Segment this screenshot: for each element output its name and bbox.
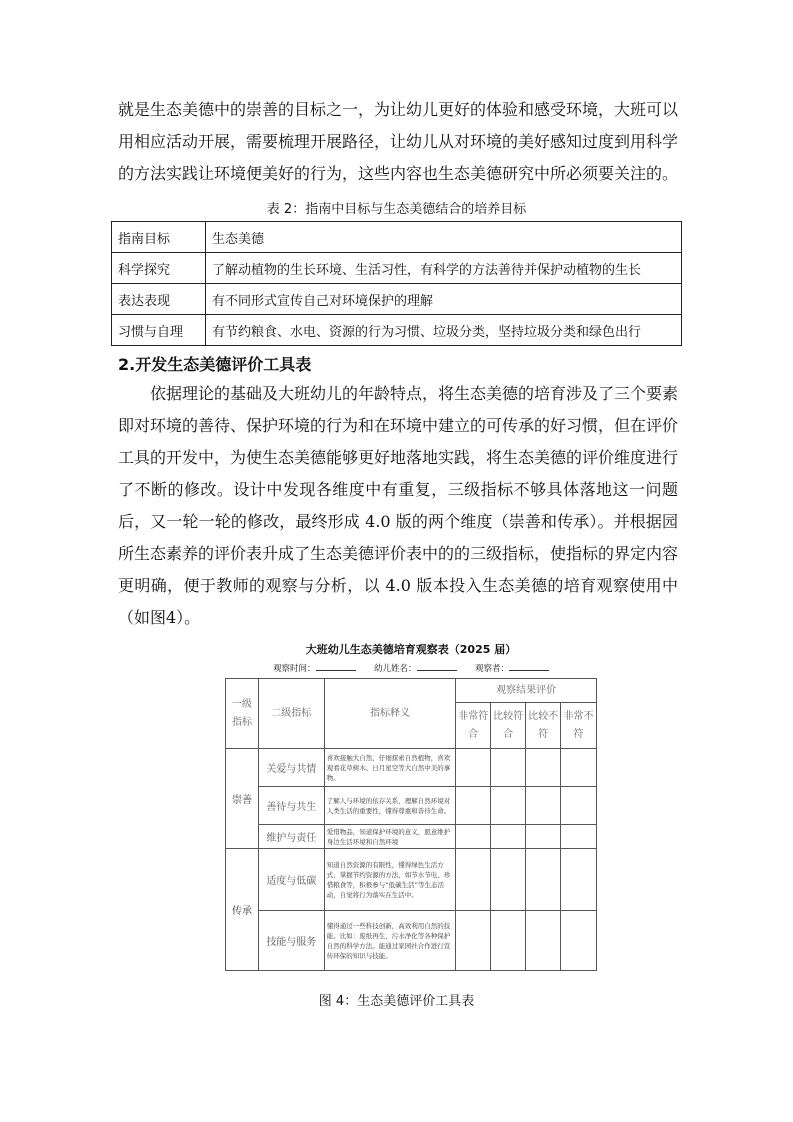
- row-key: 科学探究: [112, 253, 206, 284]
- rating-cell[interactable]: [526, 911, 561, 971]
- rating-cell[interactable]: [561, 787, 597, 825]
- meta-time: 观察时间：: [273, 662, 356, 674]
- rating-cell[interactable]: [491, 749, 526, 787]
- indicator-definition: 知道自然资源的有限性，懂得绿色生活方式，掌握节约资源的方法，如节水节电、珍惜粮食等，积极参与“低碳生活”等生态活动，自觉将行为落实在生活中。: [324, 849, 456, 911]
- goals-table: [111, 221, 682, 346]
- row-key: 习惯与自理: [112, 315, 206, 346]
- rating-cell[interactable]: [491, 911, 526, 971]
- row-value: 了解动植物的生长环境、生活习性，有科学的方法善待并保护动植物的生长: [206, 253, 682, 284]
- rating-cell[interactable]: [456, 787, 491, 825]
- rating-cell[interactable]: [456, 825, 491, 849]
- rating-cell[interactable]: [561, 825, 597, 849]
- rating-cell[interactable]: [526, 749, 561, 787]
- sub-indicator: 关爱与共情: [258, 749, 324, 787]
- table-row: [112, 284, 682, 315]
- header-r1: 非常符合: [456, 703, 491, 749]
- category-chuancheng: 传承: [226, 849, 259, 971]
- row-key: 指南目标: [112, 222, 206, 253]
- header-level1: 一级指标: [226, 679, 259, 749]
- rating-cell[interactable]: [561, 911, 597, 971]
- header-r2: 比较符合: [491, 703, 526, 749]
- rating-cell[interactable]: [561, 749, 597, 787]
- header-r4: 非常不符: [561, 703, 597, 749]
- meta-name: 幼儿姓名：: [374, 662, 457, 674]
- figure-title: 大班幼儿生态美德培育观察表（2025 届）: [305, 643, 517, 656]
- intro-paragraph: 就是生态美德中的崇善的目标之一，为让幼儿更好的体验和感受环境，大班可以用相应活动开展，需要梳理开展路径，让幼儿从对环境的美好感知过度到用科学的方法实践让环境便美好的行为，这些内容也生态美德研究中所必须要关注的。: [118, 100, 679, 183]
- row-key: 表达表现: [112, 284, 206, 315]
- indicator-definition: 爱惜物品，知道保护环境的意义，愿意维护身边生活环境和自然环境: [324, 825, 456, 849]
- indicator-definition: 了解人与环境的依存关系，理解自然环境对人类生活的重要性，懂得尊重和善待生命。: [324, 787, 456, 825]
- rating-cell[interactable]: [456, 911, 491, 971]
- figure-caption: 图 4：生态美德评价工具表: [318, 994, 475, 1009]
- header-level2: 二级指标: [258, 679, 324, 749]
- table-caption: 表 2：指南中目标与生态美德结合的培养目标: [266, 202, 527, 217]
- sub-indicator: 善待与共生: [258, 787, 324, 825]
- sub-indicator: 技能与服务: [258, 911, 324, 971]
- header-definition: 指标释义: [324, 679, 456, 749]
- rating-cell[interactable]: [456, 749, 491, 787]
- rating-cell[interactable]: [526, 849, 561, 911]
- sub-indicator: 适度与低碳: [258, 849, 324, 911]
- table-row: [112, 315, 682, 346]
- indicator-definition: 喜欢接触大自然，仔细探索自然植物，喜欢观看花草树木、日月星空等大自然中美的事物。: [324, 749, 456, 787]
- row-value: 生态美德: [206, 222, 682, 253]
- rating-cell[interactable]: [456, 849, 491, 911]
- sub-indicator: 维护与责任: [258, 825, 324, 849]
- category-chongshan: 崇善: [226, 749, 259, 849]
- section-heading: 2.开发生态美德评价工具表: [118, 355, 312, 374]
- rating-cell[interactable]: [561, 849, 597, 911]
- header-result: 观察结果评价: [456, 679, 597, 703]
- rating-cell[interactable]: [491, 787, 526, 825]
- rating-cell[interactable]: [526, 787, 561, 825]
- rating-cell[interactable]: [491, 825, 526, 849]
- indicator-definition: 懂得通过一些科技创新，高效利用自然的技能。比如：废纸再生、污水净化等各种保护自然的科学方法。能通过家园社合作进行宣传环保的知识与技能。: [324, 911, 456, 971]
- table-row: [112, 222, 682, 253]
- table-row: [112, 253, 682, 284]
- figure-meta: [225, 662, 597, 674]
- body-paragraph: 依据理论的基础及大班幼儿的年龄特点，将生态美德的培育涉及了三个要素即对环境的善待、保护环境的行为和在环境中建立的可传承的好习惯，但在评价工具的开发中，为使生态美德能够更好地落地实践，将生态美德的评价维度进行了不断的修改。设计中发现各维度中有重复，三级指标不够具体落地这一问题后，又一轮一轮的修改，最终形成 4.0 版的两个维度（崇善和传承）。并根据园所生态素养的评价表升成了生态美德评价表中的的三级指标，使指标的界定内容更明确，便于教师的观察与分析，以 4.0 版本投入生态美德的培育观察使用中（如图4）。: [118, 384, 679, 627]
- rating-cell[interactable]: [526, 825, 561, 849]
- header-r3: 比较不符: [526, 703, 561, 749]
- meta-observer: 观察者：: [475, 662, 549, 674]
- row-value: 有节约粮食、水电、资源的行为习惯、垃圾分类，坚持垃圾分类和绿色出行: [206, 315, 682, 346]
- observation-table: [225, 678, 597, 971]
- row-value: 有不同形式宣传自己对环境保护的理解: [206, 284, 682, 315]
- rating-cell[interactable]: [491, 849, 526, 911]
